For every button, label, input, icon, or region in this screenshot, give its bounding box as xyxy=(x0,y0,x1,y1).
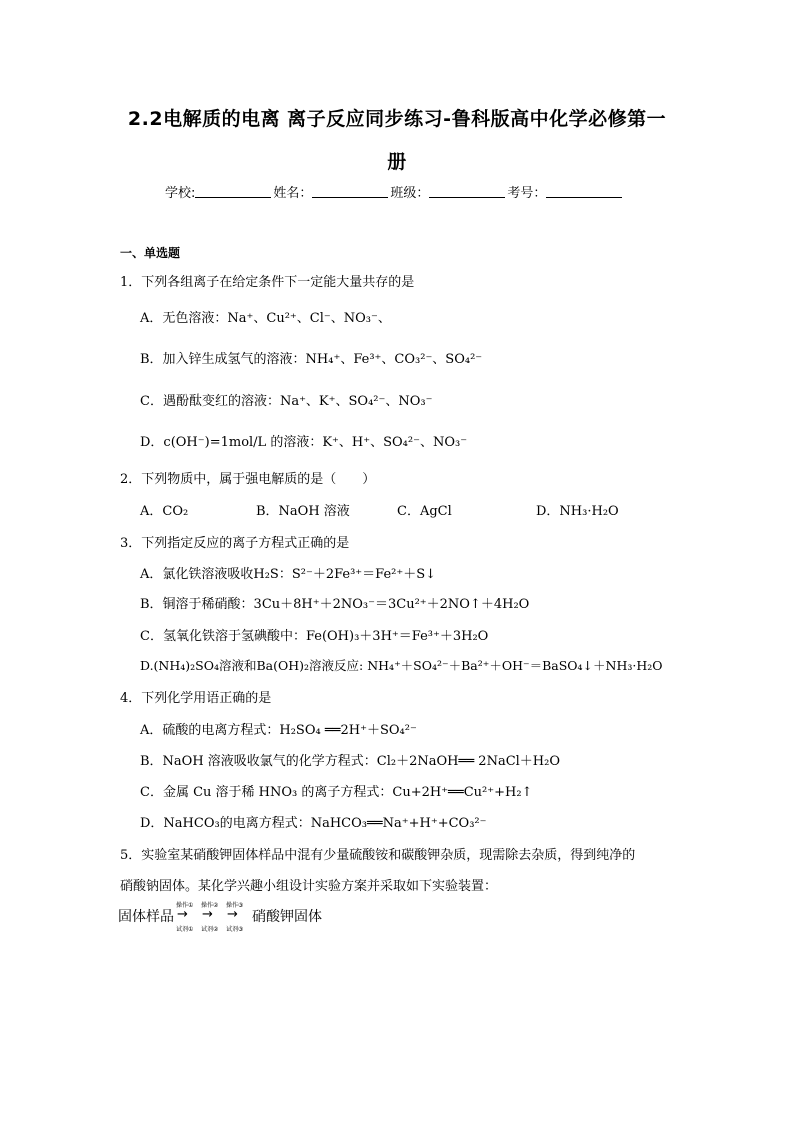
question-3-option-d: D.(NH₄)₂SO₄溶液和Ba(OH)₂溶液反应: NH₄⁺＋SO₄²⁻＋Ba²⁺＋OH⁻＝BaSO₄↓＋NH₃·H₂O xyxy=(140,658,663,673)
question-2-option-b: B．NaOH 溶液 xyxy=(256,504,350,519)
student-info-row xyxy=(165,182,624,201)
name-blank[interactable] xyxy=(312,185,388,198)
question-2-option-d: D．NH₃·H₂O xyxy=(536,504,619,519)
question-4-stem: 4．下列化学用语正确的是 xyxy=(120,691,272,706)
question-3-option-c: C．氢氧化铁溶于氢碘酸中：Fe(OH)₃＋3H⁺＝Fe³⁺＋3H₂O xyxy=(140,629,489,644)
question-3-option-b: B．铜溶于稀硝酸：3Cu＋8H⁺＋2NO₃⁻＝3Cu²⁺＋2NO↑＋4H₂O xyxy=(140,597,530,612)
question-2-option-a: A．CO₂ xyxy=(140,504,189,519)
number-label: 考号： xyxy=(507,186,547,201)
question-4-option-d: D．NaHCO₃的电离方程式：NaHCO₃══Na⁺+H⁺+CO₃²⁻ xyxy=(140,816,487,831)
page-title-continued: 册 xyxy=(387,151,407,173)
reagent-1-label: 试剂① xyxy=(176,926,194,933)
question-3-stem: 3．下列指定反应的离子方程式正确的是 xyxy=(120,536,350,551)
question-1-option-a: A．无色溶液：Na⁺、Cu²⁺、Cl⁻、NO₃⁻、 xyxy=(140,311,391,326)
question-2-stem: 2．下列物质中，属于强电解质的是（ ） xyxy=(120,472,376,487)
question-4-option-a: A．硫酸的电离方程式：H₂SO₄ ══2H⁺＋SO₄²⁻ xyxy=(140,723,417,738)
operation-2-label: 操作② xyxy=(201,902,219,909)
page-title: 2.2电解质的电离 离子反应同步练习-鲁科版高中化学必修第一 xyxy=(127,108,667,130)
flow-start-label: 固体样品 xyxy=(118,909,174,925)
question-2-option-c: C．AgCl xyxy=(397,504,452,519)
school-label: 学校: xyxy=(165,186,196,201)
reagent-3-label: 试剂③ xyxy=(226,926,244,933)
question-5-stem: 5．实验室某硝酸钾固体样品中混有少量硫酸铵和碳酸钾杂质，现需除去杂质，得到纯净的 xyxy=(120,848,636,863)
question-1-option-d: D．c(OH⁻)=1mol/L 的溶液：K⁺、H⁺、SO₄²⁻、NO₃⁻ xyxy=(140,435,468,450)
class-blank[interactable] xyxy=(429,185,505,198)
class-label: 班级： xyxy=(390,186,430,201)
flow-end-label: 硝酸钾固体 xyxy=(252,909,322,925)
number-blank[interactable] xyxy=(546,185,622,198)
question-4-option-c: C．金属 Cu 溶于稀 HNO₃ 的离子方程式：Cu+2H⁺══Cu²⁺+H₂↑ xyxy=(140,785,533,800)
section-heading: 一、单选题 xyxy=(120,246,181,260)
name-label: 姓名： xyxy=(273,186,313,201)
right-arrow-icon: → xyxy=(177,907,188,922)
question-3-option-a: A．氯化铁溶液吸收H₂S：S²⁻＋2Fe³⁺＝Fe²⁺＋S↓ xyxy=(140,567,437,582)
right-arrow-icon: → xyxy=(227,907,238,922)
process-flow-diagram xyxy=(118,902,322,933)
school-blank[interactable] xyxy=(195,185,271,198)
question-1-option-b: B．加入锌生成氢气的溶液：NH₄⁺、Fe³⁺、CO₃²⁻、SO₄²⁻ xyxy=(140,352,483,367)
operation-1-label: 操作① xyxy=(176,902,194,909)
question-4-option-b: B．NaOH 溶液吸收氯气的化学方程式：Cl₂＋2NaOH══ 2NaCl＋H₂O xyxy=(140,754,561,769)
question-1-option-c: C．遇酚酞变红的溶液：Na⁺、K⁺、SO₄²⁻、NO₃⁻ xyxy=(140,394,433,409)
question-1-stem: 1．下列各组离子在给定条件下一定能大量共存的是 xyxy=(120,275,415,290)
flow-arrows xyxy=(174,902,252,933)
right-arrow-icon: → xyxy=(202,907,213,922)
reagent-2-label: 试剂② xyxy=(201,926,219,933)
operation-3-label: 操作③ xyxy=(226,902,244,909)
question-5-stem-continued: 硝酸钠固体。某化学兴趣小组设计实验方案并采取如下实验装置： xyxy=(120,879,498,894)
